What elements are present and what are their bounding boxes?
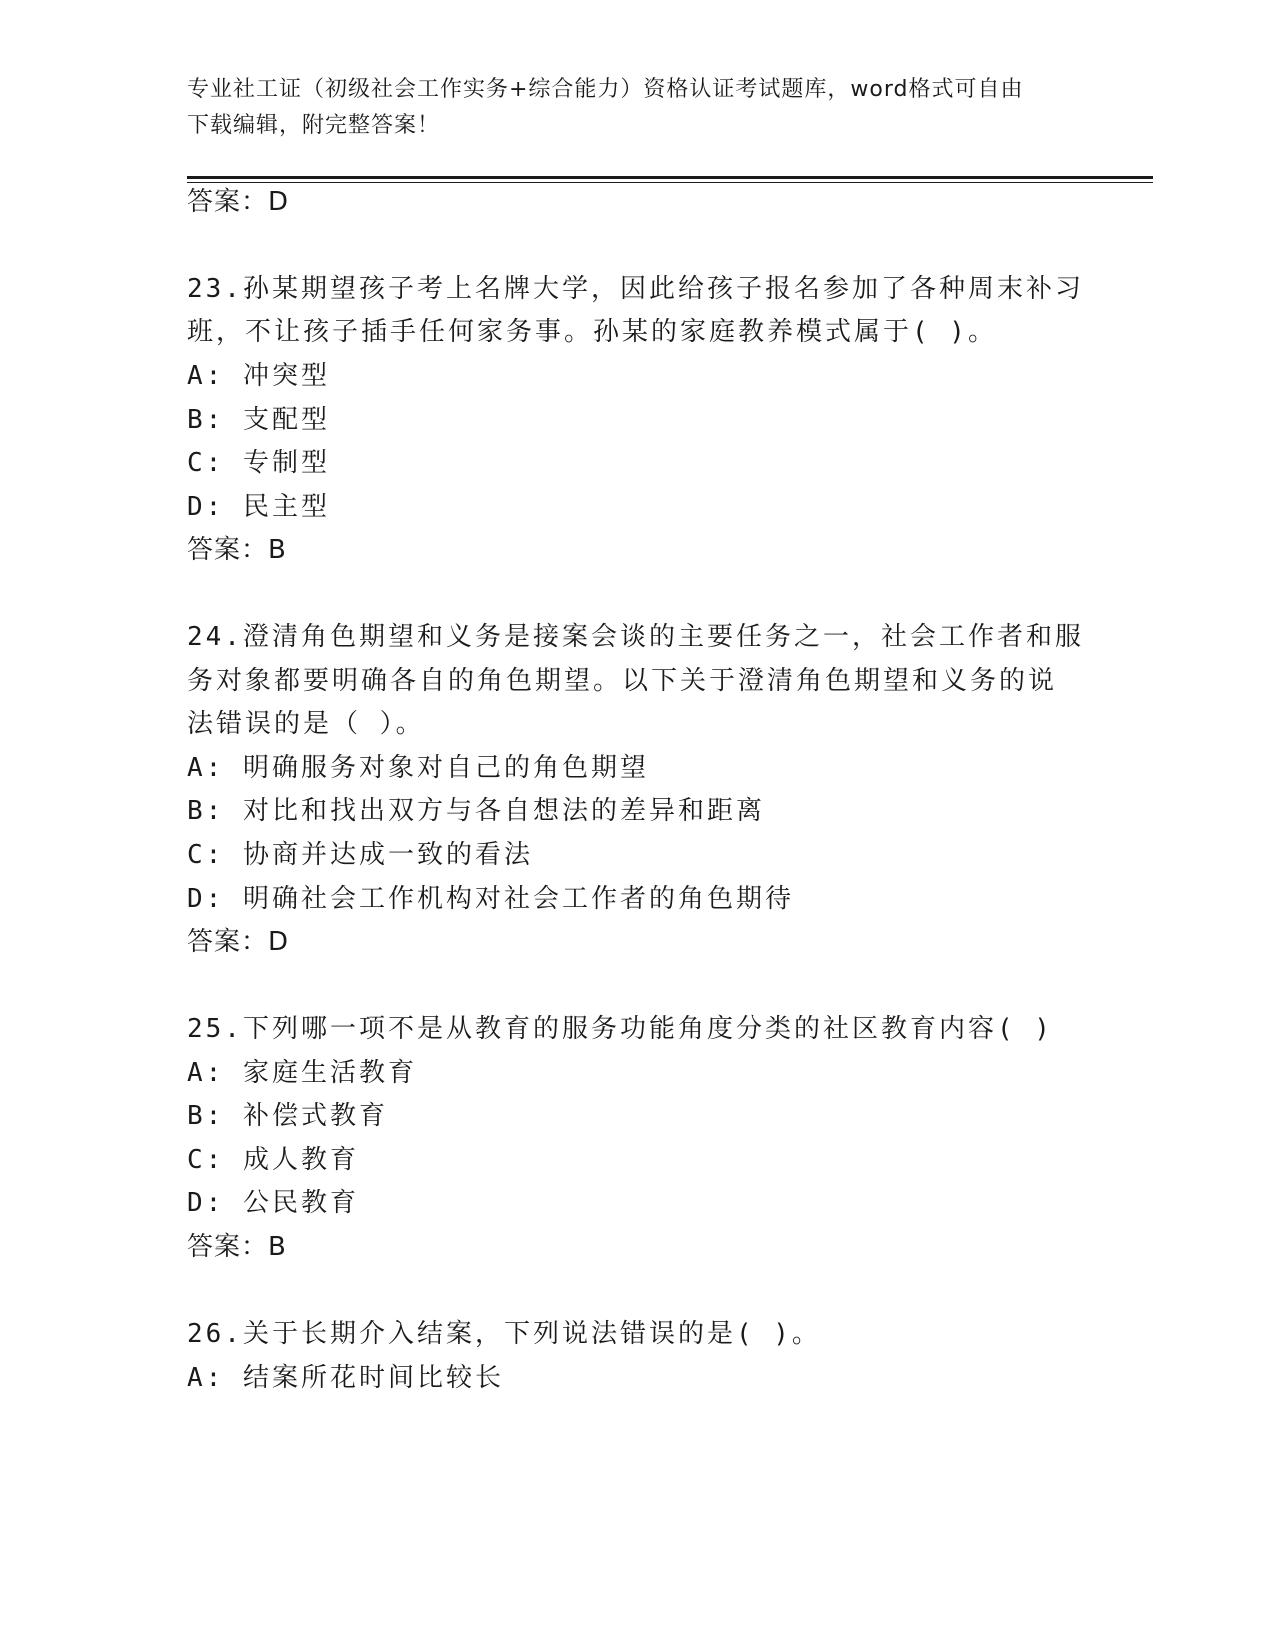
- question-stem-line: 26.关于长期介入结案，下列说法错误的是( )。: [187, 1319, 821, 1349]
- answer: 答案：D: [187, 927, 290, 957]
- option-c: C: 协商并达成一致的看法: [187, 840, 533, 870]
- option-a: A: 冲突型: [187, 361, 330, 391]
- question-stem-line: 务对象都要明确各自的角色期望。以下关于澄清角色期望和义务的说: [187, 666, 1058, 696]
- previous-answer: 答案：D: [187, 187, 290, 217]
- option-a: A: 家庭生活教育: [187, 1058, 417, 1088]
- option-c: C: 成人教育: [187, 1145, 359, 1175]
- question-stem-line: 24.澄清角色期望和义务是接案会谈的主要任务之一，社会工作者和服: [187, 622, 1084, 652]
- header-divider-thick: [187, 176, 1153, 179]
- option-d: D: 公民教育: [187, 1188, 359, 1218]
- answer: 答案：B: [187, 535, 287, 565]
- answer: 答案：B: [187, 1232, 287, 1262]
- option-d: D: 明确社会工作机构对社会工作者的角色期待: [187, 884, 794, 914]
- option-a: A: 明确服务对象对自己的角色期望: [187, 753, 649, 783]
- option-b: B: 补偿式教育: [187, 1101, 388, 1131]
- option-b: B: 对比和找出双方与各自想法的差异和距离: [187, 796, 765, 826]
- header-divider-thin: [187, 182, 1153, 183]
- question-stem-line: 班，不让孩子插手任何家务事。孙某的家庭教养模式属于( )。: [187, 317, 997, 347]
- option-a: A: 结案所花时间比较长: [187, 1363, 504, 1393]
- header-line-1: 专业社工证（初级社会工作实务+综合能力）资格认证考试题库，word格式可自由: [187, 77, 1024, 102]
- option-d: D: 民主型: [187, 492, 330, 522]
- page-header: [187, 72, 1087, 144]
- header-line-2: 下载编辑，附完整答案！: [187, 113, 441, 138]
- option-b: B: 支配型: [187, 405, 330, 435]
- question-stem-line: 法错误的是（ ）。: [187, 709, 425, 739]
- option-c: C: 专制型: [187, 448, 330, 478]
- question-stem-line: 25.下列哪一项不是从教育的服务功能角度分类的社区教育内容( ): [187, 1014, 1053, 1044]
- question-stem-line: 23.孙某期望孩子考上名牌大学，因此给孩子报名参加了各种周末补习: [187, 274, 1084, 304]
